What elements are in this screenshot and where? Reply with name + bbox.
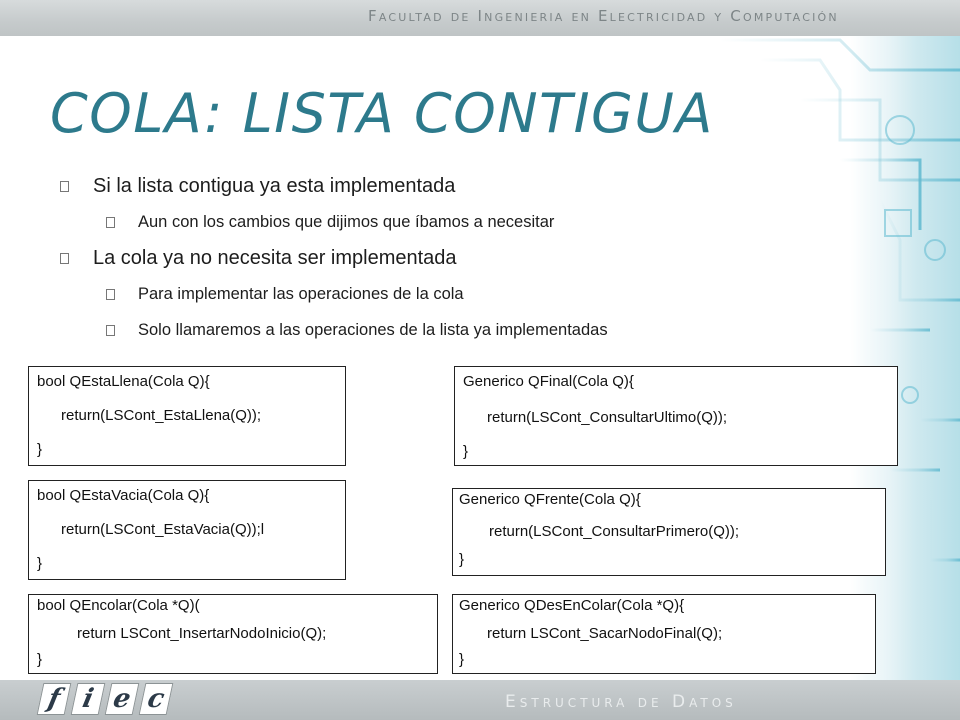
bullet-level2 <box>60 276 760 312</box>
logo-letter: e <box>105 683 140 715</box>
bullet-marker-icon <box>106 217 115 228</box>
code-line: } <box>463 443 469 460</box>
code-line: return(LSCont_ConsultarPrimero(Q)); <box>489 523 740 540</box>
code-line: Generico QDesEnColar(Cola *Q){ <box>459 597 685 614</box>
code-line: return LSCont_InsertarNodoInicio(Q); <box>77 625 327 642</box>
bullet-list <box>60 168 760 348</box>
slide-title: COLA: LISTA CONTIGUA <box>50 82 714 145</box>
code-line: Generico QFinal(Cola Q){ <box>463 373 634 390</box>
bullet-text: Solo llamaremos a las operaciones de la lista ya implementadas <box>138 320 608 339</box>
code-line: bool QEstaLlena(Cola Q){ <box>37 373 210 390</box>
code-line: } <box>459 651 465 668</box>
code-box-qestavacia <box>28 480 346 580</box>
bullet-level1 <box>60 168 760 204</box>
code-line: } <box>37 651 43 668</box>
code-line: } <box>459 551 465 568</box>
bullet-text: Si la lista contigua ya esta implementada <box>93 174 456 197</box>
bullet-marker-icon <box>106 325 115 336</box>
bullet-text: La cola ya no necesita ser implementada <box>93 246 457 269</box>
code-box-qfinal <box>454 366 898 466</box>
bullet-level2 <box>60 204 760 240</box>
code-line: Generico QFrente(Cola Q){ <box>459 491 641 508</box>
code-line: bool QEncolar(Cola *Q)( <box>37 597 200 614</box>
bullet-text: Aun con los cambios que dijimos que íbamos a necesitar <box>138 212 555 231</box>
bullet-marker-icon <box>106 289 115 300</box>
code-line: return(LSCont_EstaVacia(Q));l <box>61 521 265 538</box>
bullet-level2 <box>60 312 760 348</box>
code-box-qfrente <box>452 488 886 576</box>
code-box-qestallena <box>28 366 346 466</box>
bullet-marker-icon <box>60 181 69 192</box>
code-line: return(LSCont_ConsultarUltimo(Q)); <box>487 409 728 426</box>
code-box-qencolar <box>28 594 438 674</box>
bullet-text: Para implementar las operaciones de la cola <box>138 284 464 303</box>
course-name: Estructura de Datos <box>505 692 737 712</box>
code-line: } <box>37 555 43 572</box>
fiec-logo <box>40 683 170 715</box>
code-line: bool QEstaVacia(Cola Q){ <box>37 487 210 504</box>
bullet-marker-icon <box>60 253 69 264</box>
code-box-qdesencolar <box>452 594 876 674</box>
logo-letter: c <box>139 683 174 715</box>
code-line: return LSCont_SacarNodoFinal(Q); <box>487 625 723 642</box>
code-line: } <box>37 441 43 458</box>
logo-letter: i <box>71 683 106 715</box>
bullet-level1 <box>60 240 760 276</box>
logo-letter: f <box>37 683 72 715</box>
code-line: return(LSCont_EstaLlena(Q)); <box>61 407 262 424</box>
institution-name: Facultad de Ingenieria en Electricidad y Computación <box>368 7 839 25</box>
